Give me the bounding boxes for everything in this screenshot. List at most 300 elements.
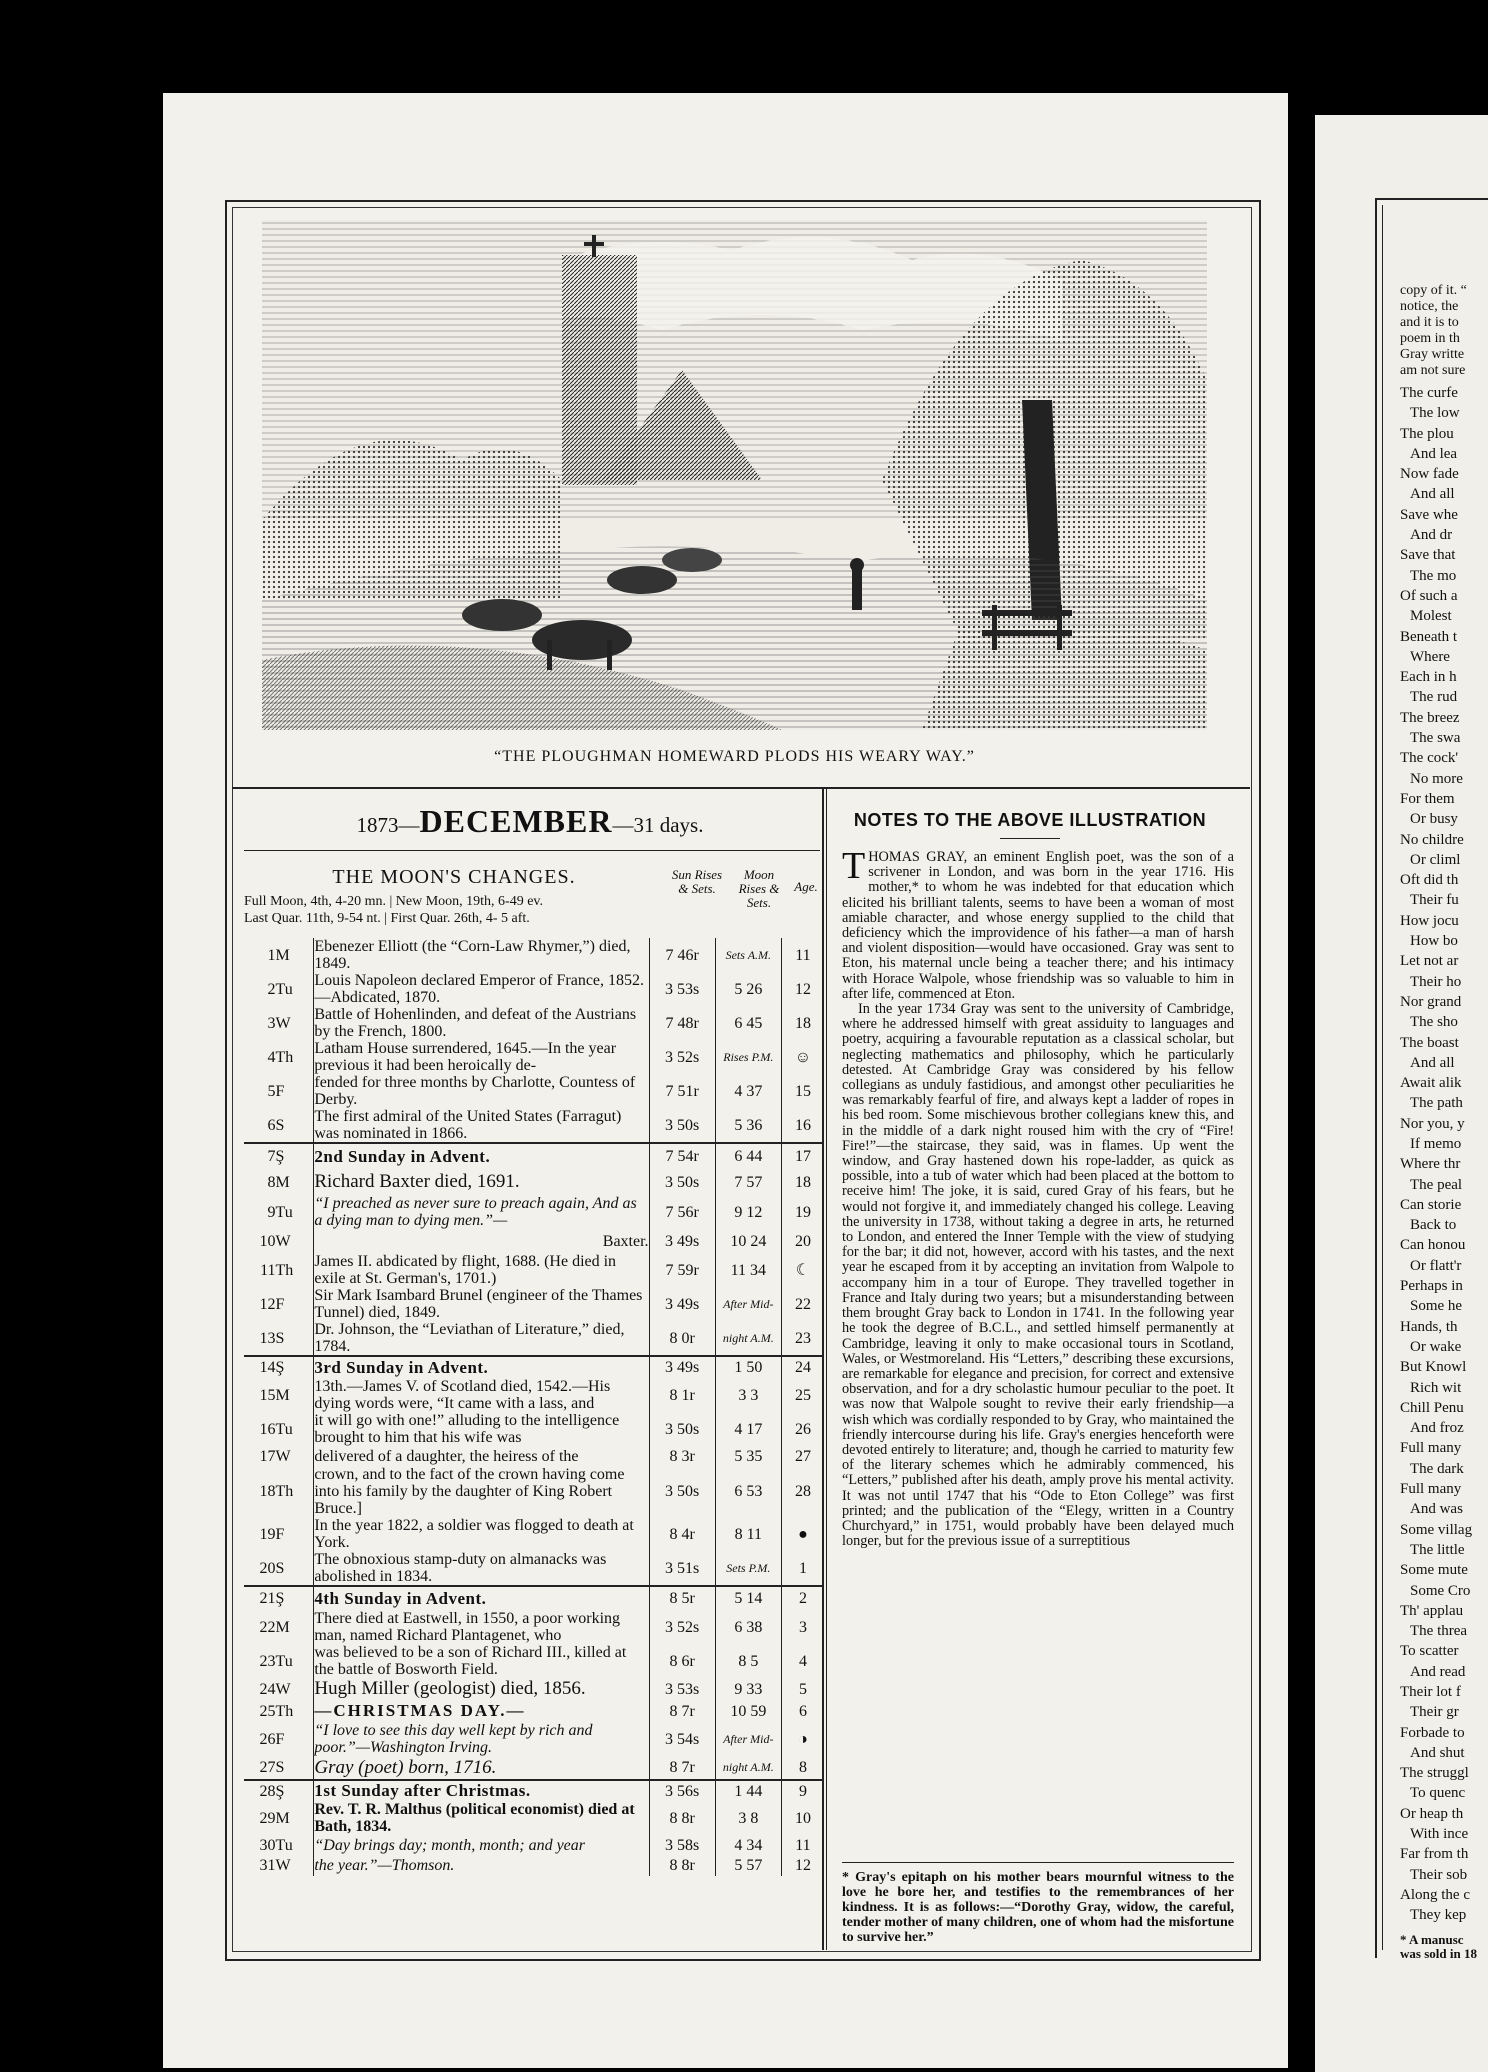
moon-age [781,1074,824,1108]
right-page-poem [1400,383,1488,1926]
weekday [276,1287,314,1321]
moon-time [715,1517,781,1551]
event [314,1586,649,1610]
right-poem-line: Full many [1400,1481,1462,1498]
moon-time [715,1722,781,1756]
sun-time-text: 3 51s [665,1559,700,1577]
day-number [244,1229,276,1253]
right-poem-line: The cock' [1400,750,1459,767]
right-poem-line: Their gr [1410,1704,1459,1721]
right-poem-line: But Knowl [1400,1359,1467,1376]
day-number [244,1169,276,1195]
weekday-text: Tu [275,980,293,998]
column-divider-thin [826,787,827,1950]
weekday-text: M [275,1173,290,1191]
weekday [276,1780,314,1801]
right-poem-line: The low [1410,405,1460,422]
moon-time [715,1644,781,1678]
event-text: The first admiral of the United States (Farragut) was nominated in 1866. [314,1108,622,1142]
right-poem-line: Can storie [1400,1196,1462,1213]
moon-time-text: 6 45 [734,1014,763,1032]
event-text: —CHRISTMAS DAY.— [314,1701,526,1720]
weekday-text: S [275,1759,285,1776]
moon-age [781,1108,824,1143]
notes-title-rule [1000,838,1060,839]
event-text: Battle of Hohenlinden, and defeat of the Austrians by the French, 1800. [314,1006,637,1040]
event-text: was believed to be a son of Richard III., killed at the battle of Bosworth Field. [314,1644,627,1678]
sun-time-text: 8 4r [669,1525,695,1543]
day-number-text: 28 [259,1782,276,1800]
day-number-text: 23 [259,1652,276,1670]
footnote-rule [842,1862,1234,1863]
day-number-text: 18 [259,1483,276,1500]
moon-time [715,1143,781,1169]
right-top-line: notice, the [1400,299,1459,314]
moon-age-text: 1 [798,1559,807,1577]
event [314,1321,649,1356]
moon-age [781,1644,824,1678]
moon-age [781,1446,824,1466]
sun-time-text: 3 49s [665,1295,700,1313]
moon-time [715,1195,781,1229]
moon-age-text: 17 [794,1148,811,1165]
event [314,1074,649,1108]
weekday [276,1321,314,1356]
weekday-text: F [275,1730,285,1748]
moon-time-text: After Mid- [723,1296,774,1311]
sun-time [649,1143,715,1169]
right-poem-line: No childre [1400,831,1464,848]
calendar-row [244,1412,824,1446]
notes-p1-text: HOMAS GRAY, an eminent English poet, was the son of a scrivener in London, and was born in the year 1716. His mother,* to whom he was indebted for that education which elicited his brilliant talents, seems to have been a woman of most amiable character, and whose energy supplied to the child that deficiency which the improvidence of his father—a man of harsh and violent disposition—would have occasioned. Gray was sent to Eton, his maternal uncle being a teacher there; and his intimacy with Horace Walpole, whose friendship was so valuable to him in after life, commenced at Eton. [842,849,1234,1002]
weekday [276,1253,314,1287]
sun-time [649,1229,715,1253]
moon-time [715,1169,781,1195]
right-poem-line: Or flatt'r [1410,1257,1462,1274]
moon-time [715,1321,781,1356]
event [314,1108,649,1143]
right-poem-line: Molest [1410,608,1452,625]
sun-time-text: 7 54r [665,1148,699,1165]
weekday [276,1678,314,1700]
right-poem-line: If memo [1410,1135,1462,1152]
moon-time-text: night A.M. [722,1760,774,1774]
calendar-row [244,1466,824,1517]
event-text: Sir Mark Isambard Brunel (engineer of the Thames Tunnel) died, 1849. [314,1287,643,1321]
event [314,1644,649,1678]
weekday [276,1801,314,1835]
weekday [276,1143,314,1169]
footnote: * Gray's epitaph on his mother bears mournful witness to the love he bore her, and testifies to the remembrances of her kindness. It is as follows:—“Dorothy Gray, widow, the careful, tender mother of many children, one of whom had the misfortune to survive her.” [842,1870,1234,1945]
day-number [244,1722,276,1756]
event-text: James II. abdicated by flight, 1688. (He died in exile at St. German's, 1701.) [314,1253,617,1287]
moon-age-text: 3 [798,1618,807,1636]
right-poem-line: Or busy [1410,811,1458,828]
day-number [244,1801,276,1835]
day-number-text: 5 [267,1082,276,1100]
weekday [276,1610,314,1644]
moon-age-text: 5 [798,1680,807,1698]
calendar-row [244,1074,824,1108]
moon-time-text: 6 38 [734,1618,763,1636]
moon-age-text: 20 [794,1232,811,1250]
weekday [276,1722,314,1756]
sun-time [649,1074,715,1108]
right-poem-line: The threa [1410,1623,1468,1640]
right-poem-line: And read [1410,1663,1466,1680]
moon-time-text: 5 57 [734,1857,763,1874]
sun-time [649,1169,715,1195]
right-poem-line: They kep [1410,1907,1467,1924]
sun-time-text: 7 59r [665,1261,699,1279]
right-poem-line: Their sob [1410,1866,1468,1883]
day-number-text: 19 [259,1525,276,1543]
day-number-text: 16 [259,1420,276,1438]
moon-time-text: Sets A.M. [725,947,772,962]
weekday-text: Ş [275,1590,285,1607]
event-text: The obnoxious stamp-duty on almanacks was abolished in 1834. [314,1551,607,1585]
moon-time-text: 4 34 [734,1836,763,1854]
right-poem-line: The sho [1410,1014,1458,1031]
day-number-text: 22 [259,1618,276,1636]
engraving-caption: “THE PLOUGHMAN HOMEWARD PLODS HIS WEARY WAY.” [494,748,975,765]
moon-time [715,1006,781,1040]
right-top-line: and it is to [1400,315,1459,330]
sun-time-text: 8 5r [669,1590,695,1607]
day-number-text: 9 [267,1203,276,1221]
right-poem-line: The struggl [1400,1765,1469,1782]
right-poem-line: Some mute [1400,1562,1468,1579]
right-poem-line: Back to [1410,1217,1457,1234]
right-poem-line: And dr [1410,527,1453,544]
right-poem-line: Nor grand [1400,993,1462,1010]
right-poem-line: The boast [1400,1034,1459,1051]
day-number-text: 2 [267,980,276,998]
divider [232,787,1250,789]
sun-time-text: 8 0r [669,1329,695,1347]
day-number [244,1551,276,1586]
right-poem-line: Oft did th [1400,872,1459,889]
calendar-row [244,1700,824,1722]
event [314,1835,649,1855]
right-poem-line: And all [1410,486,1455,503]
weekday [276,972,314,1006]
moon-age-text: 27 [794,1447,811,1465]
calendar-row [244,1610,824,1644]
day-number-text: 6 [267,1116,276,1134]
moon-age-text: ◑ [798,1730,808,1748]
moon-time-text: 5 36 [734,1116,763,1134]
event [314,1855,649,1876]
right-poem-line: Some he [1410,1298,1463,1315]
weekday [276,1378,314,1412]
moon-time [715,1287,781,1321]
moon-age [781,1412,824,1446]
moon-time-text: 11 34 [730,1261,767,1279]
event [314,1517,649,1551]
moon-age [781,1780,824,1801]
moon-time-text: 5 35 [734,1447,763,1465]
day-number [244,1356,276,1378]
moon-age-text: 11 [795,1836,811,1854]
calendar-row [244,1287,824,1321]
moon-time [715,1551,781,1586]
day-number [244,1108,276,1143]
weekday [276,1006,314,1040]
moon-age [781,1678,824,1700]
moon-line-1: Full Moon, 4th, 4-20 mn. | New Moon, 19th, 6-49 ev. [244,894,543,909]
right-page-top-text [1400,283,1488,379]
event [314,938,649,972]
right-poem-line: Where [1410,648,1450,665]
sun-time [649,1287,715,1321]
sun-time [649,1835,715,1855]
event-text: 13th.—James V. of Scotland died, 1542.—His dying words were, “It came with a lass, and [314,1378,611,1412]
calendar-row [244,1356,824,1378]
moon-age [781,1801,824,1835]
calendar-row [244,1644,824,1678]
sun-time [649,1700,715,1722]
right-poem-line: And froz [1410,1420,1464,1437]
right-poem-line: The swa [1410,730,1461,747]
moon-time-text: After Mid- [723,1731,774,1746]
day-number [244,1855,276,1876]
right-poem-line: Perhaps in [1400,1278,1463,1295]
event-text: “I preached as never sure to preach again, And as a dying man to dying men.”— [314,1195,637,1229]
weekday-text: M [275,946,290,964]
notes-paragraph-2: In the year 1734 Gray was sent to the university of Cambridge, where he addressed himself with great assiduity to languages and poetry, acquiring a favourable reputation as a classical scholar, but neglecting mathematics and philosophy, which he particularly detested. At Cambridge Gray was considered by his fellow collegians as unduly fastidious, and amongst other peculiarities he was remarkably fearful of fire, and always kept a ladder of ropes in his bed room. Some mischievous brother collegians knew this, and in the middle of a dark night roused him with the cry of “Fire! Fire!”—the staircase, they said, was in flames. Up went the window, and Gray hastened down his rope-ladder, as quick as possible, into a tub of water which had been placed at the bottom to receive him! The joke, it is said, cured Gray of his fears, but he would not forgive it, and immediately changed his college. Leaving the university in 1738, without taking a degree in arts, he returned to London, and entered the Inner Temple with the view of studying for the bar; it did not, however, accord with his tastes, and the next year he escaped from it by accepting an invitation from Walpole to accompany him in a tour of Europe. They travelled together in France and Italy during two years; but a misunderstanding between them brought Gray back to London in 1741. In the following year he took the degree of B.C.L., and settled himself permanently at Cambridge, leaving it only to make occasional tours in Scotland, Wales, or Westmoreland. His “Letters,” describing these excursions, are remarkable for elegance and precision, for correct and extensive observation, and for a dry scholastic humour peculiar to the poet. It was now that Walpole sought to revive their early friendship—a wish which was cordially responded to by Gray, who maintained the friendly intercourse during his life. Gray's energies henceforth were devoted entirely to literature; and, though he carried to maturity few of the literary schemes which he admirably commenced, his “Letters,” published after his death, amply prove his mental activity. It was not until 1747 that his “Ode to Eton College” was first printed; and the publication of the “Elegy, written in a Country Churchyard,” in 1751, would probably have been delayed much longer, but for the previous issue of a surreptitious [842,1001,1234,1550]
right-poem-line: Await alik [1400,1075,1462,1092]
moon-age [781,1466,824,1517]
right-frame-left-thin [1382,205,1383,1950]
right-top-line: am not sure [1400,363,1466,378]
day-number-text: 30 [259,1836,276,1854]
event-text: Baxter. [602,1232,649,1250]
sun-time [649,1855,715,1876]
notes-title: NOTES TO THE ABOVE ILLUSTRATION [853,810,1207,830]
day-number [244,1780,276,1801]
moon-age-text: 4 [798,1652,807,1670]
event [314,1253,649,1287]
moon-age [781,1287,824,1321]
event [314,1756,649,1780]
right-poem-line: Far from th [1400,1846,1469,1863]
moon-age-text: 9 [798,1782,807,1800]
right-poem-line: Along the c [1400,1886,1470,1903]
moon-time [715,1466,781,1517]
day-number-text: 4 [267,1048,276,1066]
sun-time-text: 3 52s [665,1048,700,1066]
right-poem-line: Rich wit [1410,1379,1462,1396]
moon-age [781,1143,824,1169]
sun-time-text: 3 50s [665,1420,700,1438]
event-text: “I love to see this day well kept by rich and poor.”—Washington Irving. [314,1722,593,1756]
right-poem-line: The rud [1410,689,1458,706]
day-number-text: 13 [259,1329,276,1347]
moon-age [781,1253,824,1287]
sun-time-text: 8 1r [669,1386,695,1404]
right-poem-line: The little [1410,1541,1465,1558]
moon-age-text: 26 [794,1420,811,1438]
calendar-row [244,1253,824,1287]
day-number-text: 10 [259,1232,276,1250]
calendar-row [244,1143,824,1169]
event-text: 2nd Sunday in Advent. [314,1146,491,1166]
event [314,1446,649,1466]
right-poem-line: The curfe [1400,385,1458,401]
moon-age-text: 16 [794,1116,811,1134]
weekday-text: Ş [275,1782,285,1800]
moon-time-text: 5 26 [734,980,763,998]
right-poem-line: Some Cro [1410,1582,1471,1599]
event-text: Louis Napoleon declared Emperor of France, 1852.—Abdicated, 1870. [314,972,645,1006]
moon-age-text: 18 [794,1173,811,1191]
moon-age-text: 11 [795,946,811,964]
event-text: fended for three months by Charlotte, Countess of Derby. [314,1074,636,1108]
moon-time-text: Rises P.M. [723,1049,774,1064]
sun-time [649,1108,715,1143]
moon-age [781,1756,824,1780]
right-poem-line: And was [1410,1501,1463,1518]
moon-age [781,1356,824,1378]
weekday [276,1074,314,1108]
weekday [276,1412,314,1446]
event [314,1780,649,1801]
event-text: Richard Baxter died, 1691. [314,1171,520,1192]
day-number-text: 14 [259,1359,276,1376]
calendar-row [244,1780,824,1801]
weekday-text: Th [275,1048,294,1066]
moon-time [715,1040,781,1074]
moon-age [781,1378,824,1412]
right-poem-line: For them [1400,790,1455,807]
sun-time [649,1678,715,1700]
weekday [276,1644,314,1678]
right-poem-line: Can honou [1400,1237,1466,1254]
sun-time [649,1644,715,1678]
day-number [244,1378,276,1412]
moon-time [715,938,781,972]
right-top-line: Gray writte [1400,347,1465,362]
event [314,1143,649,1169]
sun-time [649,1466,715,1517]
right-poem-line: Each in h [1400,669,1457,686]
moon-age [781,1586,824,1610]
event-text: Hugh Miller (geologist) died, 1856. [314,1678,586,1699]
moon-age [781,1195,824,1229]
moon-time-text: 7 57 [734,1173,763,1191]
sun-time [649,1378,715,1412]
event [314,1287,649,1321]
moon-age [781,1835,824,1855]
moon-time-text: 4 37 [734,1082,763,1100]
right-poem-line: Or climl [1410,851,1461,868]
weekday [276,1756,314,1780]
event [314,1412,649,1446]
sun-column-head: Sun Rises & Sets. [671,867,723,896]
day-number-text: 24 [259,1680,276,1698]
event-text: delivered of a daughter, the heiress of the [314,1447,579,1465]
right-poem-line: Their ho [1410,973,1462,990]
moon-time-text: 4 17 [734,1420,763,1438]
right-poem-line: The breez [1400,709,1460,726]
right-poem-line: Full many [1400,1440,1462,1457]
calendar-row [244,938,824,972]
right-poem-line: The peal [1410,1176,1463,1193]
moon-time [715,1356,781,1378]
moon-age-text: 12 [794,1857,811,1874]
weekday-text: M [275,1386,290,1404]
event-text: Gray (poet) born, 1716. [314,1756,497,1778]
title-rule [244,850,820,851]
moon-age-text: 24 [794,1359,811,1376]
weekday-text: Tu [275,1836,293,1854]
moon-time [715,1074,781,1108]
day-number-text: 15 [259,1386,276,1404]
right-poem-line: Chill Penu [1400,1399,1464,1416]
sun-time [649,1756,715,1780]
weekday [276,1700,314,1722]
event [314,1551,649,1586]
event [314,1040,649,1074]
right-poem-line: With ince [1410,1826,1469,1843]
event [314,1700,649,1722]
moon-time [715,1253,781,1287]
sun-time [649,1780,715,1801]
sun-time-text: 3 50s [665,1173,700,1191]
moon-time-text: 6 44 [734,1148,763,1165]
sun-time-text: 3 53s [665,980,700,998]
event-text: In the year 1822, a soldier was flogged to death at York. [314,1517,634,1551]
notes-body [842,845,1234,1550]
weekday [276,1229,314,1253]
moon-time-text: 6 53 [734,1483,763,1500]
calendar-row [244,1756,824,1780]
moon-age [781,1610,824,1644]
notes-paragraph-1 [842,845,1234,1002]
event-text: 4th Sunday in Advent. [314,1588,487,1608]
moon-time [715,1610,781,1644]
day-number-text: 7 [267,1148,276,1165]
event [314,1229,649,1253]
moon-time-text: Sets P.M. [726,1560,771,1575]
right-poem-line: Or heap th [1400,1805,1464,1822]
weekday [276,1446,314,1466]
sun-time-text: 7 46r [665,946,699,964]
moon-age [781,1551,824,1586]
day-number [244,1586,276,1610]
sun-time [649,1517,715,1551]
moon-age-text: 8 [798,1759,807,1776]
day-number [244,972,276,1006]
weekday-text: Ş [275,1359,285,1376]
day-number [244,1644,276,1678]
right-poem-line: Forbade to [1400,1724,1465,1741]
event-text: the year.”—Thomson. [314,1857,455,1874]
day-number [244,1835,276,1855]
right-poem-line: And shut [1410,1744,1465,1761]
weekday [276,938,314,972]
sun-time-text: 8 8r [669,1857,695,1874]
right-frame-top [1375,198,1488,200]
calendar-row [244,1229,824,1253]
day-number [244,1756,276,1780]
right-poem-line: Where thr [1400,1156,1461,1173]
sun-time [649,1586,715,1610]
sun-time [649,1801,715,1835]
day-number-text: 1 [267,946,276,964]
day-number [244,1446,276,1466]
